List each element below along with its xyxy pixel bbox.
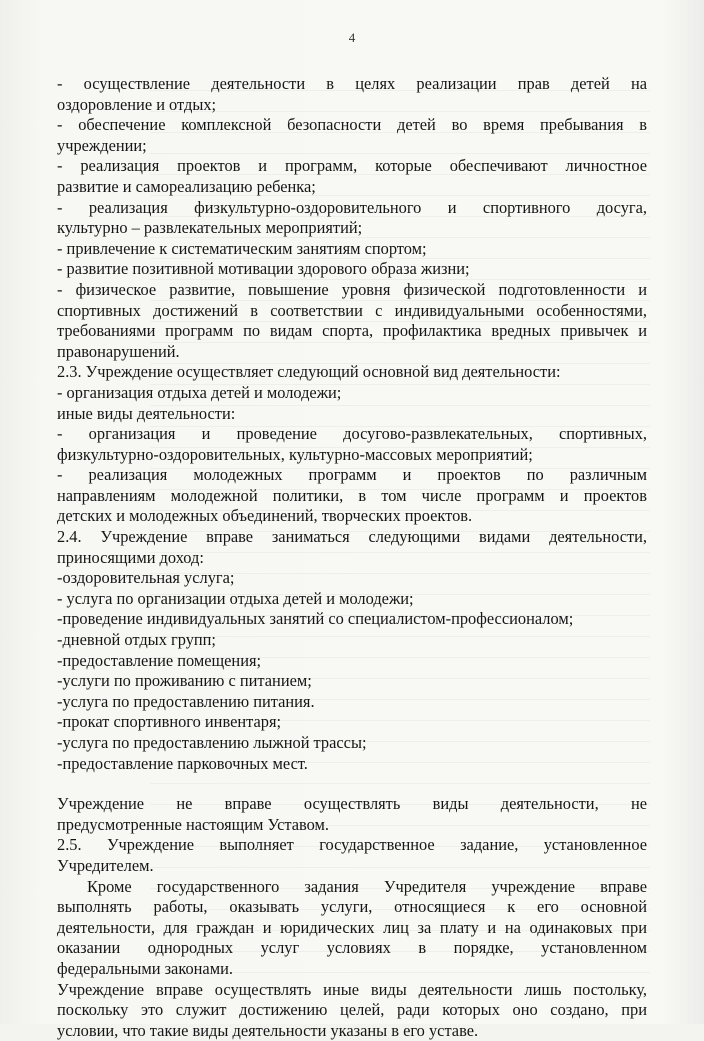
text-line: - физическое развитие, повышение уровня физической подготовленности и	[57, 279, 647, 299]
text-line: иные виды деятельности:	[57, 403, 236, 423]
text-line: Кроме государственного задания Учредителя учреждение вправе	[87, 876, 647, 896]
text-line: оказании однородных услуг условиях в порядке, установленном	[57, 938, 647, 958]
text-line: выполнять работы, оказывать услуги, относящиеся к его основной	[57, 897, 647, 917]
text-line: федеральными законами.	[57, 958, 233, 978]
text-line: деятельности, для граждан и юридических лиц за плату и на одинаковых при	[57, 917, 647, 937]
text-line: условии, что такие виды деятельности указаны в его уставе.	[57, 1020, 479, 1040]
list-item: -услуга по предоставлению питания.	[57, 691, 315, 711]
text-line: спортивных достижений в соответствии с индивидуальными особенностями,	[57, 300, 647, 320]
text-line: Учредителем.	[57, 855, 154, 875]
text-line: предусмотренные настоящим Уставом.	[57, 814, 330, 834]
section-2-3-heading: 2.3. Учреждение осуществляет следующий основной вид деятельности:	[57, 362, 561, 382]
text-line: - организация отдыха детей и молодежи;	[57, 382, 342, 402]
list-item: -предоставление парковочных мест.	[57, 753, 308, 773]
page-number: 4	[348, 30, 356, 45]
text-line: направлениям молодежной политики, в том числе программ и проектов	[57, 485, 647, 505]
list-item: -предоставление помещения;	[57, 650, 262, 670]
text-line: Учреждение не вправе осуществлять виды деятельности, не	[57, 794, 647, 814]
text-line: развитие и самореализацию ребенка;	[57, 176, 316, 196]
section-2-4-heading: 2.4. Учреждение вправе заниматься следующими видами деятельности,	[57, 527, 647, 547]
list-item: -прокат спортивного инвентаря;	[57, 712, 282, 732]
text-line: культурно – развлекательных мероприятий;	[57, 218, 363, 238]
text-line: - осуществление деятельности в целях реализации прав детей на	[57, 74, 647, 93]
list-item: -услуга по предоставлению лыжной трассы;	[57, 733, 367, 752]
text-line: - организация и проведение досугово-развлекательных, спортивных,	[57, 424, 647, 444]
text-line: правонарушений.	[57, 341, 180, 361]
text-line: физкультурно-оздоровительных, культурно-массовых мероприятий;	[57, 444, 533, 464]
text-line: - развитие позитивной мотивации здорового образа жизни;	[57, 259, 470, 279]
list-item: -услуги по проживанию с питанием;	[57, 671, 312, 691]
text-line: требованиями программ по видам спорта, профилактика вредных привычек и	[57, 321, 647, 341]
text-line: детских и молодежных объединений, творческих проектов.	[57, 506, 473, 526]
text-line: учреждении;	[57, 135, 147, 155]
section-2-5-heading: 2.5. Учреждение выполняет государственное задание, установленное	[57, 835, 647, 855]
text-line: приносящими доход:	[57, 547, 204, 567]
text-line: - реализация проектов и программ, которые обеспечивают личностное	[57, 156, 647, 176]
text-line: поскольку это служит достижению целей, ради которых оно создано, при	[57, 1000, 647, 1020]
text-line: - реализация молодежных программ и проектов по различным	[57, 465, 647, 485]
text-line: - привлечение к систематическим занятиям спортом;	[57, 238, 427, 258]
blank-line	[57, 774, 647, 794]
list-item: -дневной отдых групп;	[57, 630, 216, 650]
list-item: - услуга по организации отдыха детей и молодежи;	[57, 588, 414, 608]
text-line: - реализация физкультурно-оздоровительного и спортивного досуга,	[57, 197, 647, 217]
list-item: -оздоровительная услуга;	[57, 568, 235, 588]
list-item: -проведение индивидуальных занятий со специалистом-профессионалом;	[57, 609, 574, 629]
document-body	[57, 74, 647, 1041]
text-line: Учреждение вправе осуществлять иные виды деятельности лишь постольку,	[57, 979, 647, 999]
text-line: оздоровление и отдых;	[57, 94, 217, 114]
text-line: - обеспечение комплексной безопасности детей во время пребывания в	[57, 115, 647, 135]
